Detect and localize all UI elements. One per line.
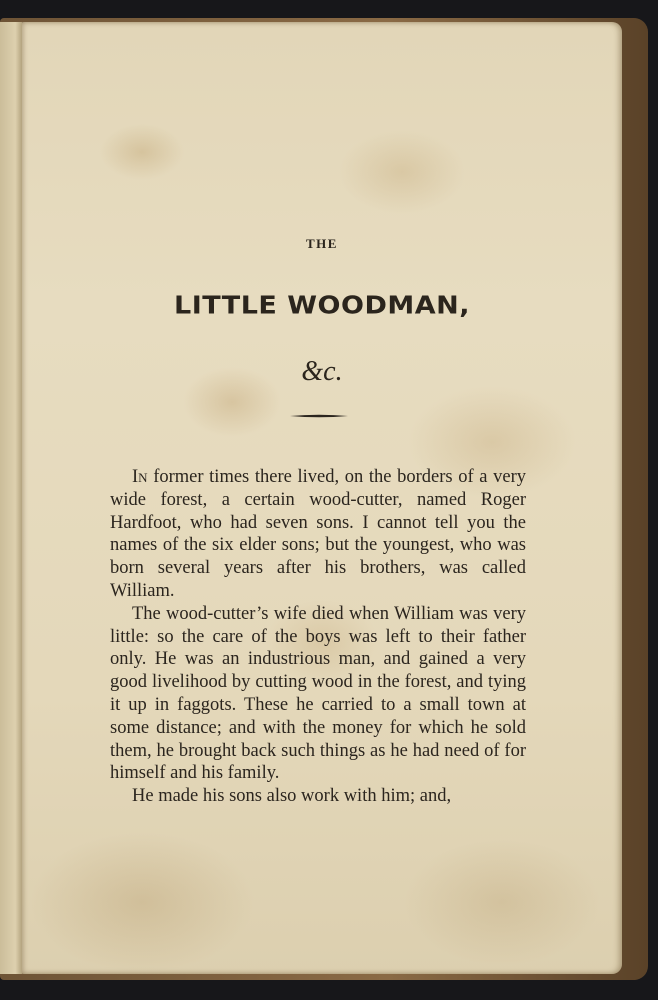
paragraph-lead-word: In bbox=[132, 467, 148, 487]
paragraph bbox=[110, 785, 526, 808]
paragraph-text: former times there lived, on the borders of a very wide forest, a certain wood-cutter, named Roger Hardfoot, who had seven sons. I cannot tell you the names of the six elder sons; but the youngest, who was born several years after his brothers, was called William. bbox=[110, 467, 526, 601]
paragraph bbox=[110, 603, 526, 785]
paragraph bbox=[110, 466, 526, 603]
heading-etc: &c. bbox=[301, 356, 343, 387]
previous-page-edge bbox=[0, 22, 23, 974]
book-page bbox=[22, 22, 622, 974]
heading-title: LITTLE WOODMAN, bbox=[174, 291, 470, 320]
heading-the: THE bbox=[306, 236, 338, 251]
body-text bbox=[110, 466, 526, 808]
paragraph-text: The wood-cutter’s wife died when William was very little: so the care of the boys was left to their father only. He was an industrious man, and gained a very good livelihood by cutting wood in the forest, and tying it up in faggots. These he carried to a small town at some distance; and with the money for which he sold them, he brought back such things as he had need of for himself and his family. bbox=[110, 603, 526, 784]
paragraph-text: He made his sons also work with him; and, bbox=[132, 786, 452, 807]
ornamental-rule bbox=[290, 414, 348, 418]
